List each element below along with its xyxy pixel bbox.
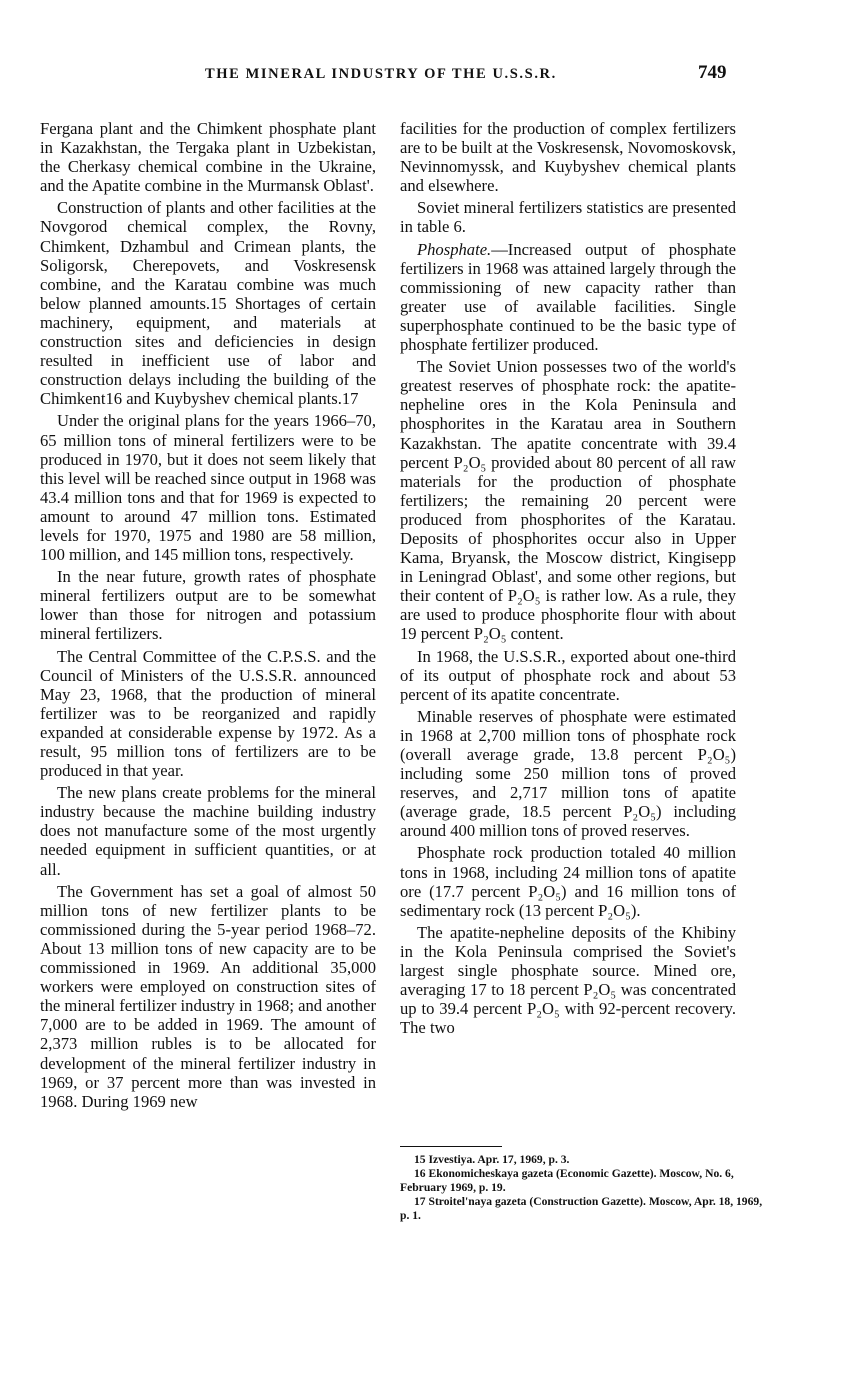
paragraph-phosphate (400, 240, 736, 355)
footnote: 16 Ekonomicheskaya gazeta (Economic Gazette). Moscow, No. 6, February 1969, p. 19. (400, 1167, 734, 1194)
left-column (40, 119, 376, 1111)
paragraph: Soviet mineral fertilizers statistics are presented in table 6. (400, 198, 736, 237)
paragraph: The Soviet Union possesses two of the world's greatest reserves of phosphate rock: the apatite-nepheline ores in the Kola Peninsula and phosphorites in the Karatau area in Southern Kazakhstan. The apatite concentrate with 39.4 percent P₂O₅ provided about 80 percent of all raw materials for the production of phosphate fertilizers; the remaining 20 percent were produced from phosphorites of the Karatau. Deposits of phosphorites occur also in Upper Kama, Bryansk, the Moscow district, Kingisepp in Leningrad Oblast', and some other regions, but their content of P₂O₅ is rather low. As a rule, they are used to produce phosphorite flour with about 19 percent P₂O₅ content. (400, 357, 736, 644)
paragraph: The Central Committee of the C.P.S.S. and the Council of Ministers of the U.S.S.R. announced May 23, 1968, that the production of mineral fertilizer was to be reorganized and rapidly expanded at considerable expense by 1972. As a result, 95 million tons of fertilizers are to be produced in that year. (40, 646, 376, 781)
footnote: 17 Stroitel'naya gazeta (Construction Gazette). Moscow, Apr. 18, 1969, p. 1. (400, 1195, 763, 1222)
paragraph: In the near future, growth rates of phosphate mineral fertilizers output are to be somewhat lower than those for nitrogen and potassium mineral fertilizers. (40, 567, 376, 644)
paragraph: Fergana plant and the Chimkent phosphate plant in Kazakhstan, the Tergaka plant in Uzbekistan, the Cherkasy chemical combine in the Ukraine, and the Apatite combine in the Murmansk Oblast'. (40, 119, 376, 196)
page-number: 749 (698, 62, 727, 83)
paragraph: Phosphate rock production totaled 40 million tons in 1968, including 24 million tons of apatite ore (17.7 percent P₂O₅) and 16 million tons of sedimentary rock (13 percent P₂O₅). (400, 843, 736, 920)
right-column (400, 119, 736, 1037)
footnote-divider (400, 1146, 502, 1147)
paragraph: The new plans create problems for the mineral industry because the machine building industry does not manufacture some of the most urgently needed equipment in sufficient quantities, or at all. (40, 783, 376, 879)
paragraph: facilities for the production of complex fertilizers are to be built at the Voskresensk, Novomoskovsk, Nevinnomyssk, and Kuybyshev chemical plants and elsewhere. (400, 119, 736, 196)
paragraph-body: —Increased output of phosphate fertilizers in 1968 was attained largely through the commissioning of new capacity rather than greater use of available facilities. Single superphosphate continued to be the basic type of phosphate fertilizer produced. (400, 239, 736, 355)
paragraph: Minable reserves of phosphate were estimated in 1968 at 2,700 million tons of phosphate rock (overall average grade, 13.8 percent P₂O₅) including some 250 million tons of proved reserves, and 2,717 million tons of apatite (average grade, 18.5 percent P₂O₅) including around 400 million tons of proved reserves. (400, 706, 736, 841)
footnote: 15 Izvestiya. Apr. 17, 1969, p. 3. (414, 1153, 570, 1166)
footnotes (400, 1153, 766, 1223)
running-head: THE MINERAL INDUSTRY OF THE U.S.S.R. (205, 66, 557, 82)
paragraph: Under the original plans for the years 1966–70, 65 million tons of mineral fertilizers were to be produced in 1970, but it does not seem likely that this level will be reached since output in 1968 was 43.4 million tons and that for 1969 is expected to amount to around 47 million tons. Estimated levels for 1970, 1975 and 1980 are 58 million, 100 million, and 145 million tons, respectively. (40, 411, 376, 565)
section-heading: Phosphate. (417, 239, 492, 259)
paragraph: Construction of plants and other facilities at the Novgorod chemical complex, the Rovny, Chimkent, Dzhambul and Crimean plants, the Soligorsk, Cherepovets, and Voskresensk combine, and the Karatau combine was much below planned amounts.15 Shortages of certain machinery, equipment, and materials at construction sites and deficiencies in design resulted in inefficient use of labor and construction delays including the building of the Chimkent16 and Kuybyshev chemical plants.17 (40, 198, 376, 409)
paragraph: In 1968, the U.S.S.R., exported about one-third of its output of phosphate rock and about 53 percent of its apatite concentrate. (400, 646, 736, 704)
paragraph: The apatite-nepheline deposits of the Khibiny in the Kola Peninsula comprised the Soviet's largest single phosphate source. Mined ore, averaging 17 to 18 percent P₂O₅ was concentrated up to 39.4 percent P₂O₅ with 92-percent recovery. The two (400, 922, 736, 1038)
paragraph: The Government has set a goal of almost 50 million tons of new fertilizer plants to be commissioned during the 5-year period 1968–72. About 13 million tons of new capacity are to be commissioned in 1969. An additional 35,000 workers were employed on construction sites of the mineral fertilizer industry in 1968; and another 7,000 are to be added in 1969. The amount of 2,373 million rubles is to be allocated for development of the mineral fertilizer industry in 1969, or 37 percent more than was invested in 1968. During 1969 new (40, 881, 376, 1111)
